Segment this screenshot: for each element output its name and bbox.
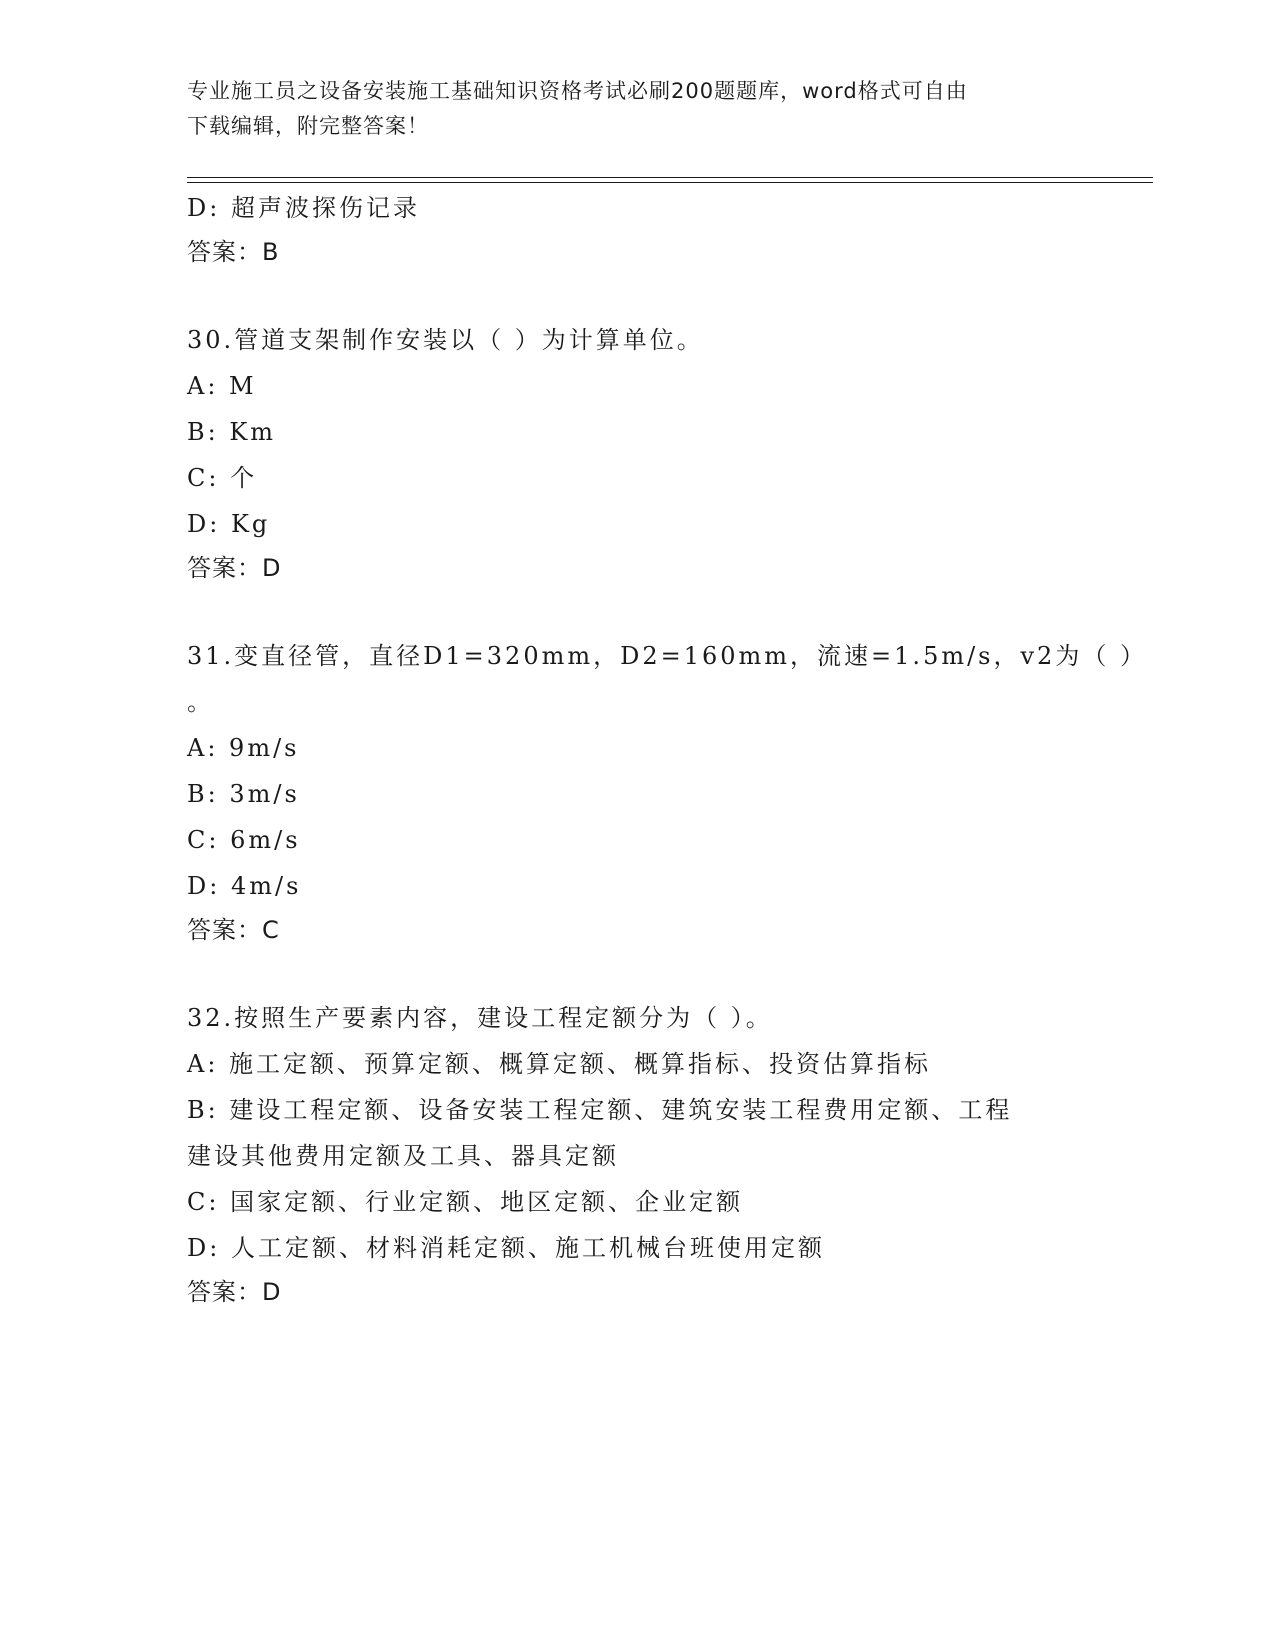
- q30-option-c: C: 个: [187, 464, 258, 492]
- q31-question-continued: 。: [187, 688, 214, 716]
- prev-option-d: D: 超声波探伤记录: [187, 194, 420, 222]
- q30-option-b: B: Km: [187, 418, 277, 446]
- q32-option-b-continued: 建设其他费用定额及工具、器具定额: [187, 1142, 619, 1170]
- q32-option-d: D: 人工定额、材料消耗定额、施工机械台班使用定额: [187, 1234, 825, 1262]
- header-line-2: 下载编辑，附完整答案！: [187, 114, 429, 138]
- header-divider-bottom: [187, 182, 1153, 183]
- q32-option-a: A: 施工定额、预算定额、概算定额、概算指标、投资估算指标: [187, 1050, 932, 1078]
- q31-option-d: D: 4m/s: [187, 872, 302, 900]
- q32-option-b: B: 建设工程定额、设备安装工程定额、建筑安装工程费用定额、工程: [187, 1096, 1013, 1124]
- document-header: [187, 74, 1087, 144]
- q31-question: 31.变直径管，直径D1=320mm，D2=160mm，流速=1.5m/s，v2为（ ）: [187, 642, 1147, 670]
- q32-question: 32.按照生产要素内容，建设工程定额分为（ ）。: [187, 1004, 773, 1032]
- q32-option-c: C: 国家定额、行业定额、地区定额、企业定额: [187, 1188, 744, 1216]
- q31-option-c: C: 6m/s: [187, 826, 301, 854]
- q30-question: 30.管道支架制作安装以（ ）为计算单位。: [187, 326, 704, 354]
- q31-answer: 答案：C: [187, 916, 280, 944]
- document-body: [187, 192, 1153, 1308]
- q30-option-a: A: M: [187, 372, 257, 400]
- header-divider-top: [187, 177, 1153, 178]
- q32-answer: 答案：D: [187, 1278, 282, 1306]
- q31-option-b: B: 3m/s: [187, 780, 300, 808]
- prev-answer: 答案：B: [187, 238, 280, 266]
- q30-answer: 答案：D: [187, 554, 282, 582]
- q30-option-d: D: Kg: [187, 510, 271, 538]
- header-line-1: 专业施工员之设备安装施工基础知识资格考试必刷200题题库，word格式可自由: [187, 79, 968, 103]
- q31-option-a: A: 9m/s: [187, 734, 300, 762]
